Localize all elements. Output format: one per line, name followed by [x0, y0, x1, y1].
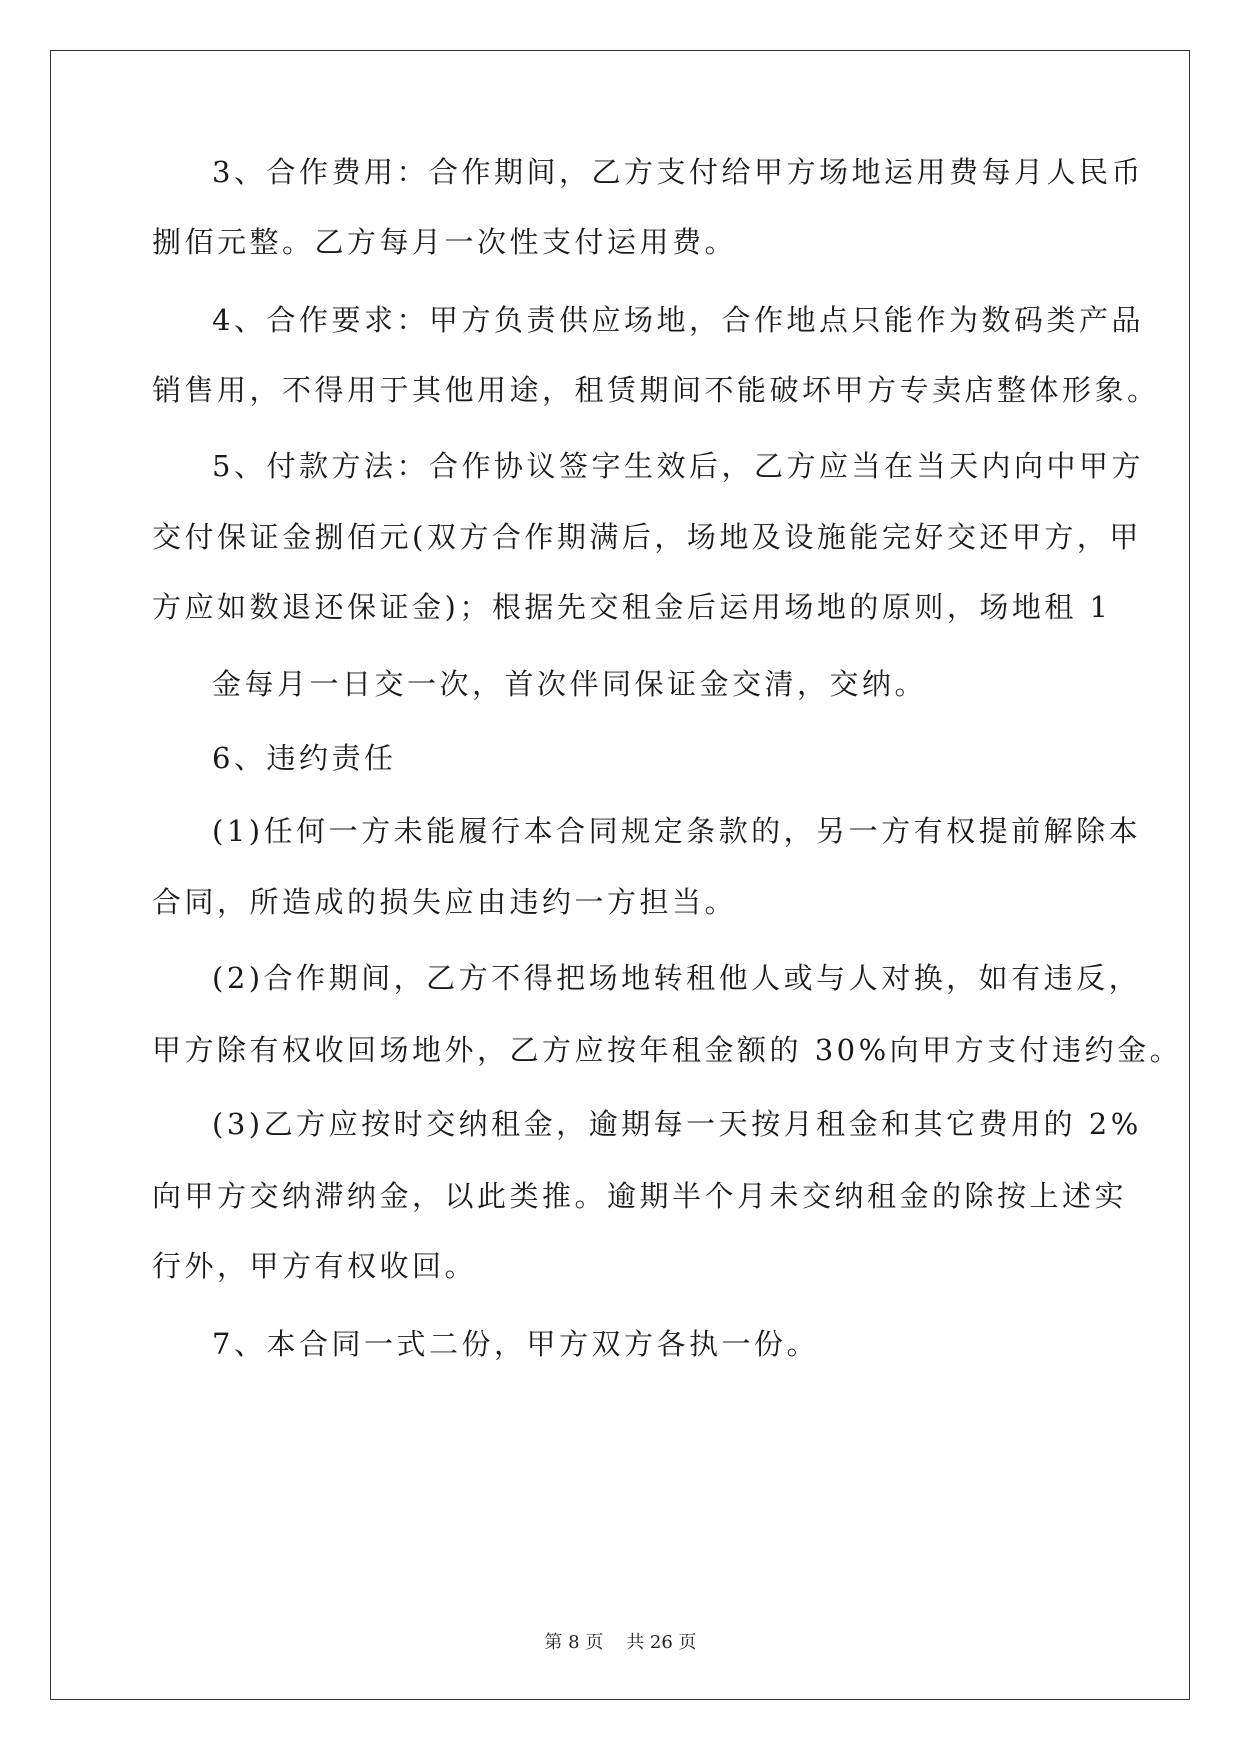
section-heading: 6、违约责任: [212, 741, 397, 775]
page-number: 第 8 页 共 26 页: [544, 1632, 697, 1653]
paragraph-line: 5、付款方法：合作协议签字生效后，乙方应当在当天内向中甲方: [212, 449, 1144, 483]
paragraph-line: 捌佰元整。乙方每月一次性支付运用费。: [152, 225, 738, 259]
paragraph-line: 销售用，不得用于其他用途，租赁期间不能破坏甲方专卖店整体形象。: [152, 373, 1160, 407]
paragraph-line: 行外，甲方有权收回。: [152, 1249, 478, 1283]
paragraph-line: 合同，所造成的损失应由违约一方担当。: [152, 885, 738, 919]
paragraph-line: 3、合作费用：合作期间，乙方支付给甲方场地运用费每月人民币: [212, 155, 1144, 189]
paragraph-line: (3)乙方应按时交纳租金，逾期每一天按月租金和其它费用的 2%: [212, 1107, 1142, 1141]
paragraph-line: (2)合作期间，乙方不得把场地转租他人或与人对换，如有违反，: [212, 961, 1142, 995]
page-border: [50, 50, 1190, 1700]
paragraph-line: 方应如数退还保证金)；根据先交租金后运用场地的原则，场地租 1: [152, 590, 1112, 624]
paragraph-line: 甲方除有权收回场地外，乙方应按年租金额的 30%向甲方支付违约金。: [152, 1033, 1183, 1067]
paragraph-line: (1)任何一方未能履行本合同规定条款的，另一方有权提前解除本: [212, 814, 1142, 848]
paragraph-line: 金每月一日交一次，首次伴同保证金交清，交纳。: [212, 667, 928, 701]
paragraph-line: 4、合作要求：甲方负责供应场地，合作地点只能作为数码类产品: [212, 303, 1144, 337]
paragraph-line: 向甲方交纳滞纳金，以此类推。逾期半个月未交纳租金的除按上述实: [152, 1179, 1128, 1213]
paragraph-line: 7、本合同一式二份，甲方双方各执一份。: [212, 1327, 819, 1361]
paragraph-line: 交付保证金捌佰元(双方合作期满后，场地及设施能完好交还甲方，甲: [152, 520, 1142, 554]
